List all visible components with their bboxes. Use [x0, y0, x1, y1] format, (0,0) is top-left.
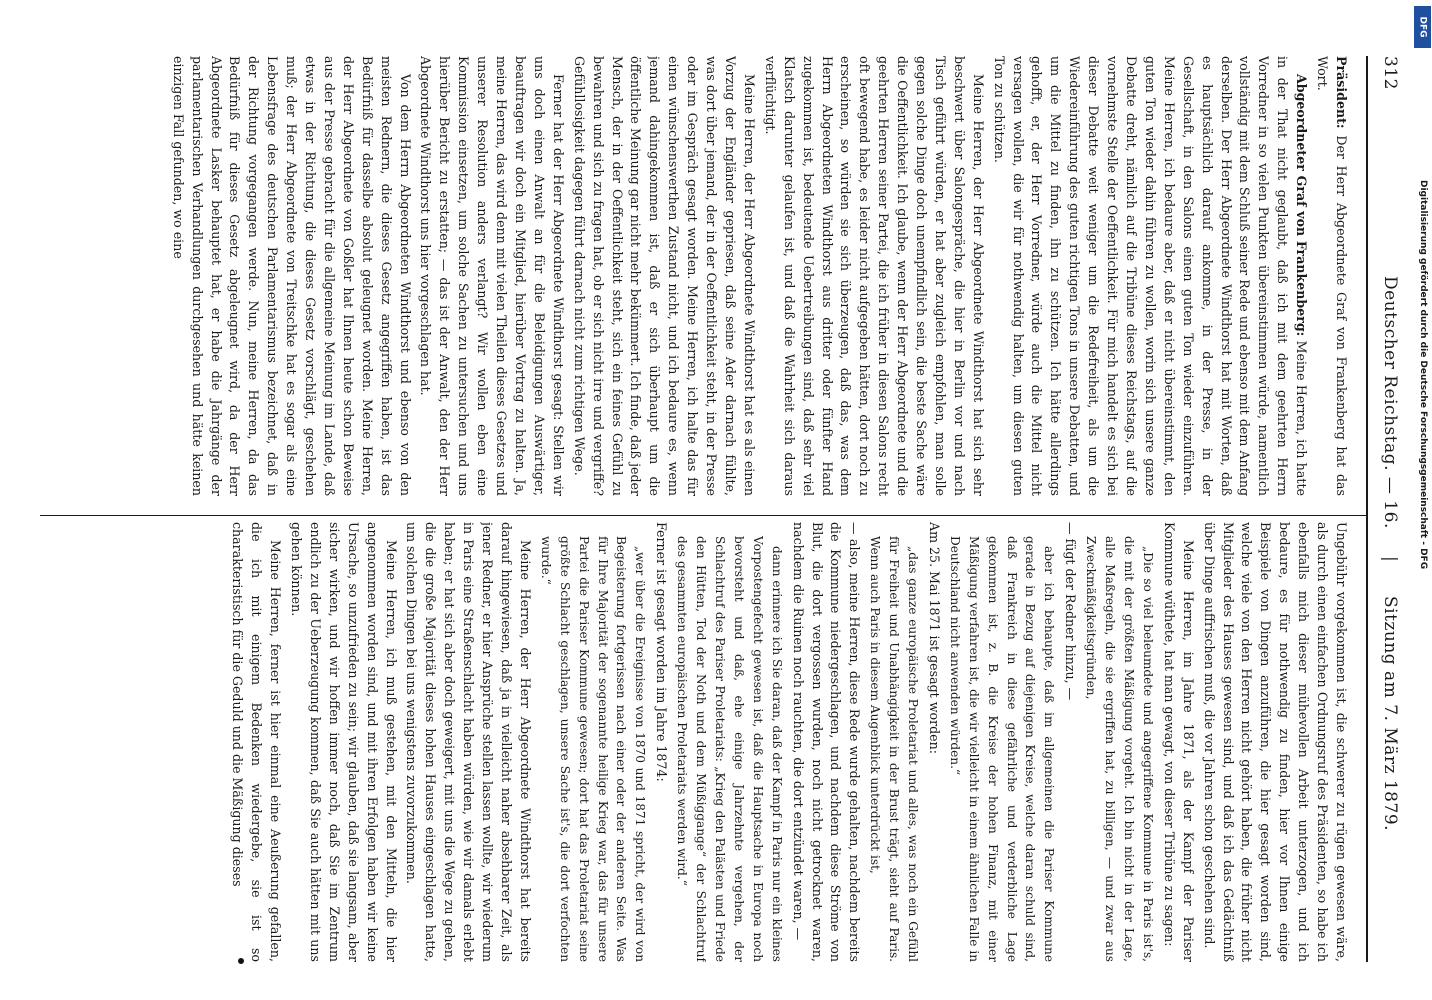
left-paragraph — [1312, 56, 1350, 496]
paragraph-text: Meine Herren, der Herr Abgeordnete Windthorst hat sich sehr beschwert über Salongespräche, die hier in Berlin vor und nach Tisch geführt würden, er hat aber zugleich empfohlen, man solle gegen solche Dinge doch unempfindlich sein, die beste Sache wäre die Oeffentlichkeit. Ich glaube, wenn der Herr Abgeordnete und die geehrten Herren seiner Partei, die ich früher in diesen Salons recht oft bewegend habe, es leider nicht aufgegeben hätten, dort noch zu erscheinen, so würden sie sich überzeugen, daß das, was dem Herrn Abgeordneten Windthorst aus dritter oder fünfter Hand zugekommen ist, bedeutende Uebertreibungen sind, daß sehr viel Klatsch darunter gelaufen ist, und daß die Wahrheit sich daraus verflüchtigt. — [762, 56, 986, 496]
speaker-name: Abgeordneter Graf von Frankenberg: — [1294, 74, 1310, 337]
running-title-separator: | — [1380, 556, 1400, 563]
right-paragraph: Meine Herren, der Herr Abgeordnete Windthorst hat bereits darauf hingewiesen, daß ja in vielleicht naher absehbarer Zeit, als jener Redner, er hier Ansprüche stellen lassen wollte, wir wiederum in Paris eine Straßenschlacht haben würden, wie wir damals erlebt haben; er hat sich aber doch geweigert, mit uns die Wege zu gehen, die die große Majorität dieses hohen Hauses eingeschlagen hatte, um solchen Dingen bei uns wenigstens zuvorzukommen. — [404, 522, 533, 962]
right-paragraph: Meine Herren, ich muß gestehen, mit den Mitteln, die hier angenommen worden sind, und mit ihren Erfolgen haben wir keine Ursache, so unzufrieden zu sein; wir glauben, daß sie langsam, aber sicher wirken, und wir hoffen immer noch, daß Sie im Zentrum endlich zu der Ueberzeugung kommen, daß Sie auch hätten mit uns gehen können. — [289, 522, 399, 962]
digitization-credit — [1416, 180, 1430, 1000]
paragraph-text: Von dem Herrn Abgeordneten Windthorst und ebenso von den meisten Rednern, die dieses Gesetz angegriffen haben, ist das Bedürfniß für dasselbe absolut geleugnet worden. Meine Herren, der Herr Abgeordnete von Goßler hat Ihnen heute schon Beweise aus der Presse gebracht für die allgemeine Meinung im Lande, daß etwas in der Richtung, die dieses Gesetz vorschlägt, geschehen muß; der Herr Abgeordnete von Treitschke hat es sogar als eine Lebensfrage des deutschen Parlamentarismus bezeichnet, daß in der Richtung vorgegangen werde. Nun, meine Herren, da das Bedürfniß für dieses Gesetz abgeleugnet wird, da der Herr Abgeordnete Lasker behauptet hat, er habe die Jahrgänge der parlamentarischen Verhandlungen durchgesehen und hätte keinen einzigen Fall gefunden, wo eine — [170, 56, 413, 496]
left-paragraph — [989, 56, 1310, 496]
running-title-right: Sitzung am 7. März 1879. — [1380, 596, 1400, 832]
paragraph-text: Der Herr Abgeordnete Graf von Frankenberg hat das Wort. — [1315, 56, 1349, 496]
dfg-logo — [1414, 6, 1431, 48]
left-paragraph — [760, 56, 987, 496]
dfg-logo-text: DFG — [1417, 16, 1428, 38]
right-paragraph: Ungebühr vorgekommen ist, die schwerer zu rügen gewesen wäre, als durch einen einfachen Ordnungsruf des Präsidenten, so habe ich ebenfalls mich dieser mühevollen Arbeit unterzogen, und ich bedaure, es für nothwendig zu finden, hier vor Ihnen einige Beispiele von Dingen anzuführen, die hier gesagt worden sind, welche viele von den Herren nicht gehört haben, die früher nicht Mitglieder des Hauses gewesen sind, und daß ich das Gedächtniß über Dinge auffrischen muß, die vor Jahren schon geschehen sind. — [1201, 522, 1349, 962]
left-paragraph — [416, 56, 567, 496]
quoted-passage: „wer über die Ereignisse von 1870 und 1871 spricht, der wird von Begeisterung fortgerissen nach einer oder der anderen Seite. Was für Ihre Majorität der sogenannte heilige Krieg war, das für unsere Partei die Pariser Kommune gewesen; dort hat das Proletariat seine größte Schlacht geschlagen, unsere Sache ist's, die dort verfochten wurde.“ — [538, 536, 648, 962]
left-paragraph — [168, 56, 414, 496]
running-title-left: Deutscher Reichstag. — 16. — [1380, 276, 1400, 529]
quoted-passage: aber ich behaupte, daß im allgemeinen die Pariser Kommune gerade in Bezug auf diejenigen Kreise, welche daran schuld sind, daß Frankreich in diese gefährliche und verderbliche Lage gekommen ist, z. B. die Kreise der hohen Finanz, mit einer Mäßigung verfahren ist, die wir vielleicht in einem ähnlichen Falle in Deutschland nicht anwenden würden.“ — [947, 536, 1057, 962]
paragraph-text: Meine Herren, ich hatte in der That nicht geglaubt, daß ich mit dem geehrten Herrn Vorredner in so vielen Punkten übereinstimmen würde, namentlich vollständig mit dem Schluß seiner Rede und ebenso mit dem Anfang derselben. Der Herr Abgeordnete Windthorst hat mit Worten, daß es hauptsächlich darauf ankomme, in der Presse, in der Gesellschaft, in den Salons einen guten Ton wieder einzuführen. Meine Herren, ich bedaure aber, daß er nicht übereinstimmt, den guten Ton wieder dahin führen zu wollen, worin sich unsere ganze Debatte dreht, nämlich auf die Tribüne dieses Reichstags, auf die vornehmste Stelle der Oeffentlichkeit. Für mich handelt es sich bei dieser Debatte weit weniger um die Redefreiheit, als um die Wiedereinführung des guten richtigen Tons in unsere Debatten, und um die Mittel zu finden, ihn zu schützen. Ich hätte allerdings gehofft, er, der Herr Vorredner, würde auch die Mittel nicht versagen wollen, die wir für nothwendig halten, um diesen guten Ton zu schützen. — [991, 56, 1310, 496]
left-column — [44, 56, 1350, 496]
speaker-name: Präsident: — [1334, 56, 1349, 129]
right-paragraph: — fügt der Redner hinzu, — — [1063, 522, 1079, 701]
header-rule — [1366, 56, 1368, 962]
right-paragraph: Meine Herren, ferner ist hier einmal eine Aeußerung gefallen, die ich mit einigem Bedenken wiedergebe, sie ist so charakteristisch für die Geduld und die Mäßigung dieses — [230, 522, 284, 962]
text-columns — [44, 56, 1350, 962]
right-paragraph: Am 25. Mai 1871 ist gesagt worden: — [926, 522, 942, 754]
right-paragraph: Meine Herren, im Jahre 1871, als der Kampf der Pariser Kommune wüthete, hat man gewagt, von dieser Tribüne zu sagen: — [1161, 522, 1196, 962]
right-paragraph: — also, meine Herren, diese Rede wurde gehalten, nachdem bereits die Kommune niedergeschlagen, und nachdem diese Ströme von Blut, die dort vergossen wurden, noch nicht getrocknet waren, nachdem die Ruinen noch rauchten, die dort entzündet waren, — — [790, 522, 863, 962]
left-paragraph — [569, 56, 758, 496]
quoted-passage: „Die so viel beleumdete und angegriffene Kommune in Paris ist's, die mit der größten Mäßigung vorgeht. Ich bin nicht in der Lage, alle Maßregeln, die sie ergriffen hat, zu billigen, — und zwar aus Zweckmäßigkeitsgründen, — [1084, 536, 1155, 962]
paragraph-text: Meine Herren, der Herr Abgeordnete Windthorst hat es als einen Vorzug der Engländer gepriesen, daß seine Ader darnach fühlte, was dort über jemand, der in der Oeffentlichkeit steht, in der Presse oder im Gespräch gesagt worden. Meine Herren, ich halte das für einen wünschenswerthen Zustand nicht, und ich bedaure es, wenn jemand dahingekommen ist, daß er sich überhaupt um die öffentliche Meinung gar nicht mehr bekümmert. Ich finde, daß jeder Mensch, der in der Oeffentlichkeit steht, sich ein feines Gefühl zu bewahren und sich zu fragen hat, ob er sich nicht irre und vergriffe? Gefühllosigkeit dagegen führt darnach nicht zum richtigen Wege. — [571, 56, 757, 496]
quoted-passage: dann erinnere ich Sie daran, daß der Kampf in Paris nur ein kleines Vorpostengefecht gewesen ist, daß die Hauptsache in Europa noch bevorsteht und daß, ehe einige Jahrzehnte vergehen, der Schlachtruf des Pariser Proletariats: „Krieg den Palästen und Friede den Hütten, Tod der Noth und dem Müßiggange“ der Schlachtruf des gesammten europäischen Proletariats werden wird.“ — [675, 536, 784, 962]
quoted-passage: „das ganze europäische Proletariat und alles, was noch ein Gefühl für Freiheit und Unabhängigkeit in der Brust trägt, sieht auf Paris. Wenn auch Paris in diesem Augenblick unterdrückt ist, — [868, 536, 921, 962]
page-number: 312 — [1380, 56, 1400, 90]
right-column — [44, 522, 1350, 962]
digitization-credit-text: Digitalisierung gefördert durch die Deutsche Forschungsgemeinschaft - DFG — [1418, 180, 1428, 570]
right-paragraph: Ferner ist gesagt worden im Jahre 1874: — [654, 522, 670, 782]
paragraph-text: Ferner hat der Herr Abgeordnete Windthorst gesagt: Stellen wir uns doch einen Anwalt an für die Beleidigungen Auswärtiger, beauftragen wir doch ein Mitglied, hierüber Vortrag zu halten. Ja, meine Herren, das wird denn mit vielen Theilen dieses Gesetzes und unserer Resolution anders verlangt? Wir wollen eben eine Kommission einsetzen, um solche Sachen zu untersuchen und uns hierüber Bericht zu erstatten; — das ist der Anwalt, den der Herr Abgeordnete Windthorst uns hier vorgeschlagen hat. — [418, 56, 566, 496]
running-head — [1368, 56, 1408, 962]
scan-speck — [238, 958, 244, 964]
